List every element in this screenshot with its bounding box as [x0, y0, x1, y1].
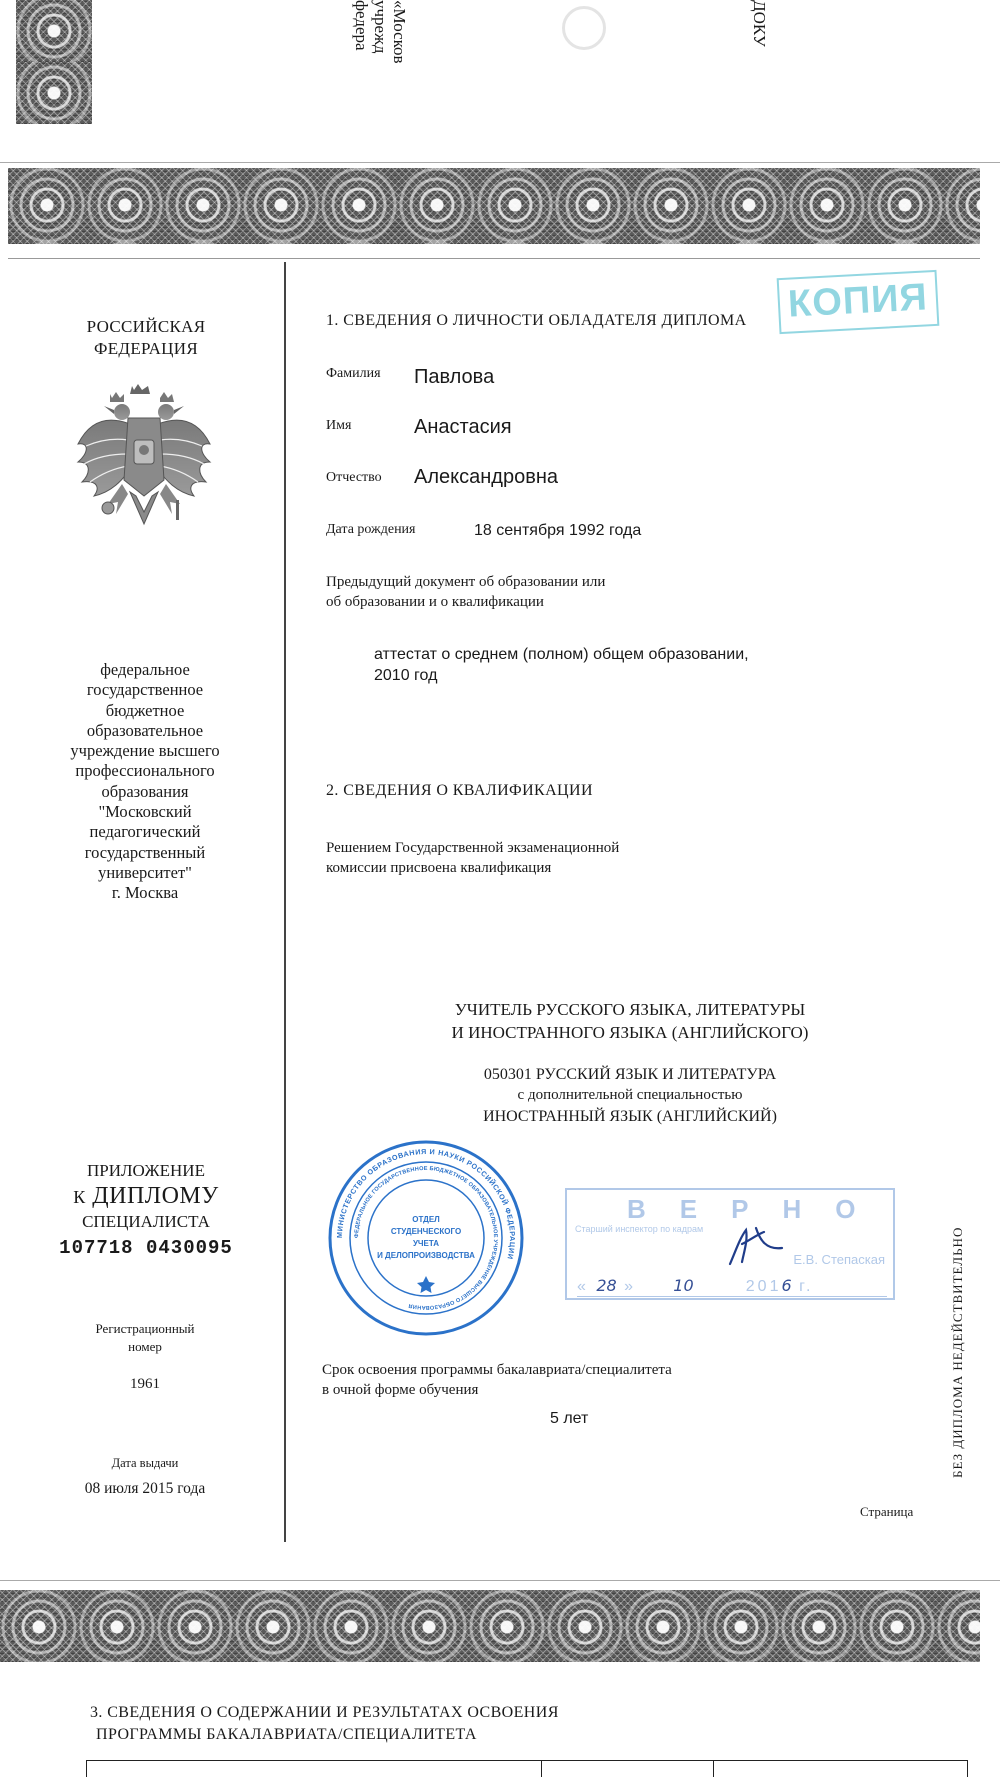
reg-number: 1961 [130, 1376, 160, 1392]
institution-line: университет" [98, 862, 192, 882]
institution-block [50, 660, 240, 904]
table-column-divider [713, 1761, 714, 1777]
seal-center-line-1: ОТДЕЛ [412, 1215, 440, 1224]
seal-center-line-2: СТУДЕНЧЕСКОГО [390, 1227, 462, 1236]
copy-stamp: КОПИЯ [777, 270, 940, 334]
prev-doc-label-line-1: Предыдущий документ об образовании или [326, 574, 606, 590]
section1-heading: 1. СВЕДЕНИЯ О ЛИЧНОСТИ ОБЛАДАТЕЛЯ ДИПЛОМА [326, 312, 747, 329]
stamp-day: 28 [596, 1276, 617, 1295]
prev-doc-line-1: аттестат о среднем (полном) общем образовании, [374, 646, 749, 663]
coat-of-arms-icon [74, 384, 216, 534]
issue-date-label: Дата выдачи [111, 1456, 179, 1470]
bottom-page-edge [0, 1580, 1000, 1581]
institution-line: г. Москва [111, 883, 179, 903]
top-fragment-line-3: «Москов [390, 0, 409, 64]
institution-line: образовательное [86, 720, 204, 740]
institution-line: учреждение высшего [70, 741, 220, 761]
page-label: Страница [860, 1504, 914, 1519]
reg-label [80, 1320, 210, 1356]
diploma-number: 107718 0430095 [59, 1237, 233, 1259]
specialty [340, 1064, 920, 1127]
section3-heading-line-2: ПРОГРАММЫ БАКАЛАВРИАТА/СПЕЦИАЛИТЕТА [96, 1726, 477, 1743]
round-seal-icon [326, 1138, 526, 1338]
guilloche-band-bottom [0, 1590, 980, 1662]
stamp-year-suffix: г. [799, 1278, 814, 1295]
top-fragment-line-1: федера [352, 0, 371, 51]
prev-doc-value [374, 644, 749, 686]
certified-stamp-title: ВЕРНО [627, 1194, 890, 1224]
surname-label: Фамилия [326, 366, 381, 381]
specialty-line-1: 050301 РУССКИЙ ЯЗЫК И ЛИТЕРАТУРА [483, 1066, 777, 1083]
institution-line: федеральное [100, 660, 190, 679]
qualification [340, 998, 920, 1044]
side-note: БЕЗ ДИПЛОМА НЕДЕЙСТВИТЕЛЬНО [950, 1226, 965, 1478]
section2-heading: 2. СВЕДЕНИЯ О КВАЛИФИКАЦИИ [326, 782, 593, 799]
appendix-diploma: ДИПЛОМУ [92, 1183, 219, 1209]
appendix-specialist: СПЕЦИАЛИСТА [82, 1212, 210, 1231]
patronymic-value: Александровна [414, 466, 558, 488]
top-hairline [8, 258, 980, 259]
specialty-line-3: ИНОСТРАННЫЙ ЯЗЫК (АНГЛИЙСКИЙ) [483, 1108, 777, 1125]
reg-label-line-2: номер [128, 1339, 162, 1354]
top-fragment-line-2: учрежд [371, 0, 390, 54]
duration-label [322, 1360, 672, 1400]
reg-label-line-1: Регистрационный [95, 1321, 195, 1336]
surname-value: Павлова [414, 366, 495, 388]
appendix-k: К [73, 1187, 86, 1207]
certified-stamp-position: Старший инспектор по кадрам [575, 1224, 704, 1234]
name-value: Анастасия [414, 416, 512, 438]
appendix-title: ПРИЛОЖЕНИЕ [87, 1161, 205, 1180]
corner-ornament [16, 0, 92, 124]
seal-center-line-4: И ДЕЛОПРОИЗВОДСТВА [377, 1251, 475, 1260]
certified-stamp-date: « 28 » 10 2016 г. [577, 1276, 887, 1297]
country-line-1: РОССИЙСКАЯ [86, 317, 206, 336]
section3-heading-line-1: 3. СВЕДЕНИЯ О СОДЕРЖАНИИ И РЕЗУЛЬТАТАХ ОСВОЕНИЯ [90, 1704, 559, 1721]
guilloche-band-top [8, 168, 980, 244]
column-divider [284, 262, 286, 1542]
stamp-month: 10 [673, 1276, 694, 1295]
prev-doc-label-line-2: об образовании и о квалификации [326, 594, 544, 610]
decision-line-2: комиссии присвоена квалификация [326, 860, 552, 876]
specialty-line-2: с дополнительной специальностью [517, 1087, 743, 1103]
country-line-2: ФЕДЕРАЦИЯ [94, 339, 198, 358]
top-fragment-doc: ДОКУ [750, 0, 769, 47]
decision-line-1: Решением Государственной экзаменационной [326, 840, 620, 856]
duration-label-line-1: Срок освоения программы бакалавриата/специалитета [322, 1362, 672, 1378]
duration-value: 5 лет [550, 1410, 589, 1427]
prev-doc-line-2: 2010 год [374, 667, 438, 684]
country-heading [60, 316, 232, 360]
dob-value: 18 сентября 1992 года [474, 522, 642, 539]
institution-line: профессионального [75, 761, 215, 781]
patronymic-label: Отчество [326, 470, 382, 485]
appendix-block [40, 1160, 252, 1259]
appendix-diploma-line [40, 1182, 252, 1211]
prev-doc-label [326, 572, 605, 612]
seal-inner-textpath: ФЕДЕРАЛЬНОЕ ГОСУДАРСТВЕННОЕ БЮДЖЕТНОЕ ОБРАЗОВАТЕЛЬНОЕ УЧРЕЖДЕНИЕ ВЫСШЕГО ОБРАЗОВАНИЯ [353, 1165, 499, 1311]
institution-line: образования [101, 781, 189, 801]
institution-line: государственное [86, 680, 204, 700]
section3-heading [90, 1702, 559, 1746]
institution-line: государственный [84, 842, 206, 862]
dob-label: Дата рождения [326, 522, 416, 537]
decision-text [326, 838, 619, 878]
qualification-line-1: УЧИТЕЛЬ РУССКОГО ЯЗЫКА, ЛИТЕРАТУРЫ [454, 1000, 806, 1019]
signature-icon [726, 1220, 786, 1270]
institution-line: "Московский [98, 802, 192, 822]
results-table [86, 1760, 968, 1777]
certified-stamp-name: Е.В. Степаская [793, 1252, 885, 1267]
institution-line: бюджетное [105, 700, 185, 720]
stamp-year-digit: 6 [781, 1276, 792, 1295]
faint-ring-mark [562, 6, 606, 50]
qualification-line-2: И ИНОСТРАННОГО ЯЗЫКА (АНГЛИЙСКОГО) [451, 1023, 809, 1042]
duration-label-line-2: в очной форме обучения [322, 1382, 479, 1398]
issue-date-value: 08 июля 2015 года [84, 1480, 206, 1497]
stamp-year-prefix: 201 [745, 1278, 782, 1295]
seal-center-line-3: УЧЕТА [412, 1239, 440, 1248]
seal-ring-textpath: МИНИСТЕРСТВО ОБРАЗОВАНИЯ И НАУКИ РОССИЙСКОЙ ФЕДЕРАЦИИ [334, 1146, 518, 1261]
top-page-edge [0, 162, 1000, 163]
institution-line: педагогический [89, 822, 201, 842]
table-column-divider [541, 1761, 542, 1777]
name-label: Имя [326, 418, 352, 433]
